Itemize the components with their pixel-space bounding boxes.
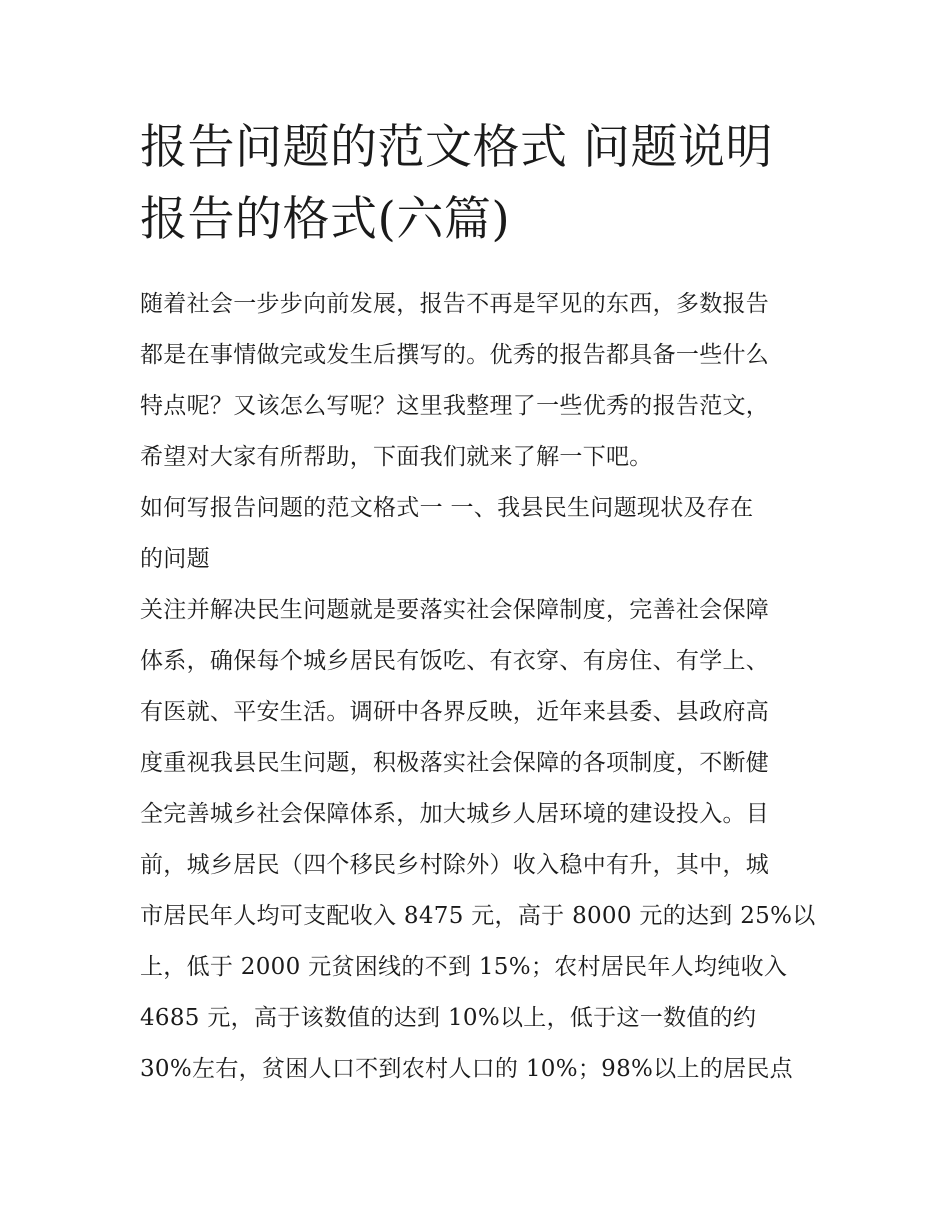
text-line-15: 4685 元，高于该数值的达到 10%以上，低于这一数值的约 — [140, 1005, 757, 1031]
text-line-1: 随着社会一步步向前发展，报告不再是罕见的东西，多数报告 — [140, 291, 770, 317]
title-line-1: 报告问题的范文格式 问题说明 — [140, 120, 773, 175]
text-line-2: 都是在事情做完或发生后撰写的。优秀的报告都具备一些什么 — [140, 342, 770, 368]
text-line-7: 关注并解决民生问题就是要落实社会保障制度，完善社会保障 — [140, 597, 770, 623]
title-line-2: 报告的格式(六篇) — [140, 192, 511, 247]
text-line-9: 有医就、平安生活。调研中各界反映，近年来县委、县政府高 — [140, 699, 770, 725]
document-body — [140, 279, 830, 1095]
text-line-6: 的问题 — [140, 546, 210, 572]
text-line-13: 市居民年人均可支配收入 8475 元，高于 8000 元的达到 25%以 — [140, 903, 816, 929]
text-line-3: 特点呢？又该怎么写呢？这里我整理了一些优秀的报告范文， — [140, 393, 770, 419]
document-title — [140, 112, 820, 256]
text-line-12: 前，城乡居民（四个移民乡村除外）收入稳中有升，其中，城 — [140, 852, 770, 878]
text-line-16: 30%左右，贫困人口不到农村人口的 10%；98%以上的居民点 — [140, 1056, 793, 1082]
text-line-4: 希望对大家有所帮助，下面我们就来了解一下吧。 — [140, 444, 653, 470]
text-line-14: 上，低于 2000 元贫困线的不到 15%；农村居民年人均纯收入 — [140, 954, 788, 980]
text-line-8: 体系，确保每个城乡居民有饭吃、有衣穿、有房住、有学上、 — [140, 648, 770, 674]
text-line-5: 如何写报告问题的范文格式一 一、我县民生问题现状及存在 — [140, 495, 754, 521]
text-line-10: 度重视我县民生问题，积极落实社会保障的各项制度，不断健 — [140, 750, 770, 776]
text-line-11: 全完善城乡社会保障体系，加大城乡人居环境的建设投入。目 — [140, 801, 770, 827]
